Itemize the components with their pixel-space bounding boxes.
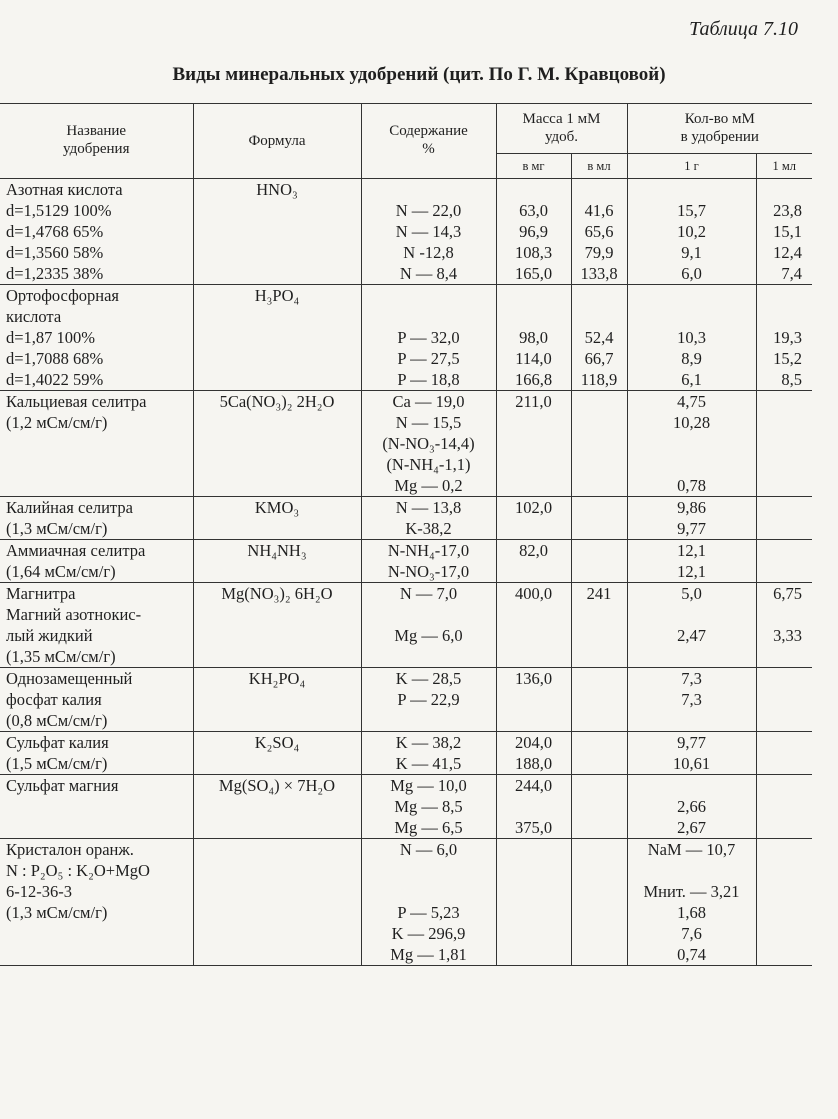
cell-line: N — 8,4 <box>399 264 458 283</box>
cell-line: d=1,7088 68% <box>6 349 104 368</box>
cell-mass-mg <box>496 732 571 775</box>
cell-formula <box>193 775 361 839</box>
cell-formula <box>193 540 361 583</box>
table-row <box>0 391 812 497</box>
cell-line: Аммиачная селитра <box>6 541 146 560</box>
cell-line: d=1,5129 100% <box>6 201 112 220</box>
cell-line <box>501 285 567 306</box>
cell-name <box>0 391 193 497</box>
cell-line: 166,8 <box>514 370 553 389</box>
cell-line: P — 5,23 <box>397 903 460 922</box>
cell-line: 65,6 <box>584 222 614 241</box>
cell-line: Mg — 6,0 <box>394 626 463 645</box>
cell-mass-mg <box>496 583 571 668</box>
cell-formula <box>193 668 361 732</box>
cell-mass-ml <box>571 668 627 732</box>
cell-line: 7,3 <box>681 669 702 688</box>
cell-line: 6-12-36-3 <box>6 882 72 901</box>
cell-line: Mg(NO₃)₂ 6H₂O <box>221 584 333 603</box>
cell-mass-mg <box>496 285 571 391</box>
cell-formula <box>193 732 361 775</box>
cell-line: KMO₃ <box>254 498 300 517</box>
cell-line <box>501 306 567 327</box>
cell-line: 114,0 <box>515 349 552 368</box>
cell-line: Ca — 19,0 <box>392 392 465 411</box>
cell-line: (N-NO₃-14,4) <box>382 434 475 453</box>
cell-name <box>0 497 193 540</box>
cell-mass-mg <box>496 540 571 583</box>
cell-line: K-38,2 <box>405 519 452 538</box>
cell-line: Однозамещенный <box>6 669 133 688</box>
cell-line: 2,67 <box>677 818 706 837</box>
cell-line: N — 7,0 <box>399 584 458 603</box>
cell-mass-ml <box>571 583 627 668</box>
cell-line: 5,0 <box>681 584 702 603</box>
cell-line: Кристалон оранж. <box>6 840 134 859</box>
cell-formula <box>193 285 361 391</box>
cell-line: 2,47 <box>677 626 706 645</box>
cell-mass-ml <box>571 285 627 391</box>
table-row <box>0 285 812 391</box>
cell-line <box>366 881 492 902</box>
cell-line <box>576 285 623 306</box>
cell-line: Магний азотнокис- <box>6 605 142 624</box>
cell-line: K — 28,5 <box>395 669 462 688</box>
cell-content <box>361 732 496 775</box>
cell-line: P — 22,9 <box>397 690 460 709</box>
table-title: Виды минеральных удобрений (цит. По Г. М. Кравцовой) <box>172 64 666 85</box>
cell-line: 3,33 <box>773 626 803 645</box>
cell-line: 6,0 <box>681 264 702 283</box>
cell-line: 2,66 <box>677 797 706 816</box>
cell-line: (1,64 мСм/см/г) <box>6 562 116 581</box>
cell-mass-ml <box>571 775 627 839</box>
cell-content <box>361 285 496 391</box>
cell-line: 9,77 <box>677 733 706 752</box>
cell-line: 6,1 <box>681 370 702 389</box>
cell-qty-1g <box>627 285 756 391</box>
cell-content <box>361 391 496 497</box>
cell-formula <box>193 179 361 285</box>
cell-line: 9,86 <box>677 498 706 517</box>
cell-line <box>632 860 752 881</box>
cell-qty-1g <box>627 583 756 668</box>
cell-line: P — 18,8 <box>397 370 460 389</box>
cell-line: 0,74 <box>677 945 706 964</box>
cell-line: 79,9 <box>584 243 614 262</box>
cell-line: Сульфат магния <box>6 776 119 795</box>
cell-line: 8,5 <box>781 370 803 389</box>
subheader-ml: в мл <box>571 154 627 179</box>
header-row <box>0 104 812 154</box>
cell-line: P — 32,0 <box>397 328 460 347</box>
cell-line: Mg(SO₄) × 7H₂O <box>218 776 336 795</box>
cell-mass-ml <box>571 540 627 583</box>
cell-name <box>0 775 193 839</box>
cell-mass-ml <box>571 179 627 285</box>
cell-line: (1,35 мСм/см/г) <box>6 647 116 666</box>
cell-line <box>632 179 752 200</box>
cell-line: 23,8 <box>773 201 803 220</box>
cell-qty-1ml <box>756 540 812 583</box>
cell-content <box>361 583 496 668</box>
cell-line: K₂SO₄ <box>254 733 300 752</box>
cell-line <box>198 839 357 860</box>
cell-mass-mg <box>496 391 571 497</box>
cell-line: 19,3 <box>773 328 803 347</box>
cell-qty-1g <box>627 732 756 775</box>
cell-line: 204,0 <box>514 733 553 752</box>
cell-line: лый жидкий <box>6 626 93 645</box>
cell-mass-ml <box>571 839 627 966</box>
cell-content <box>361 497 496 540</box>
cell-line: K — 296,9 <box>391 924 466 943</box>
cell-line <box>576 179 623 200</box>
cell-line: 7,4 <box>781 264 803 283</box>
cell-qty-1ml <box>756 668 812 732</box>
cell-formula <box>193 839 361 966</box>
cell-mass-mg <box>496 179 571 285</box>
cell-line <box>632 285 752 306</box>
cell-line: N-NO₃-17,0 <box>387 562 470 581</box>
cell-line: 211,0 <box>515 392 552 411</box>
cell-line: d=1,87 100% <box>6 328 96 347</box>
cell-line: Mg — 6,5 <box>394 818 463 837</box>
cell-line: Ортофосфорная <box>6 286 120 305</box>
cell-qty-1ml <box>756 391 812 497</box>
cell-line: 400,0 <box>514 584 553 603</box>
cell-formula <box>193 583 361 668</box>
cell-line: фосфат калия <box>6 690 102 709</box>
cell-line: 10,28 <box>672 413 711 432</box>
cell-line <box>576 306 623 327</box>
cell-line: 136,0 <box>514 669 553 688</box>
cell-line <box>501 796 567 817</box>
cell-qty-1g <box>627 540 756 583</box>
cell-line: 5Ca(NO₃)₂ 2H₂O <box>219 392 335 411</box>
cell-line <box>366 179 492 200</box>
cell-line <box>761 306 803 327</box>
cell-line: P — 27,5 <box>397 349 460 368</box>
cell-qty-1g <box>627 497 756 540</box>
cell-line: 244,0 <box>514 776 553 795</box>
cell-qty-1ml <box>756 775 812 839</box>
cell-line <box>366 306 492 327</box>
fertilizer-table <box>0 103 812 966</box>
cell-content <box>361 540 496 583</box>
cell-line: N — 15,5 <box>395 413 462 432</box>
table-row <box>0 732 812 775</box>
cell-line: N — 22,0 <box>395 201 462 220</box>
cell-line: (1,3 мСм/см/г) <box>6 519 108 538</box>
cell-line <box>632 454 752 475</box>
cell-line: d=1,4768 65% <box>6 222 104 241</box>
cell-qty-1g <box>627 839 756 966</box>
cell-qty-1ml <box>756 285 812 391</box>
cell-line: Mg — 10,0 <box>390 776 467 795</box>
cell-qty-1g <box>627 179 756 285</box>
header-name: Название удобрения <box>0 104 193 179</box>
cell-name <box>0 732 193 775</box>
cell-line: N -12,8 <box>403 243 454 262</box>
cell-line: (0,8 мСм/см/г) <box>6 711 108 730</box>
cell-line: Mg — 0,2 <box>394 476 463 495</box>
cell-line: N — 14,3 <box>395 222 462 241</box>
cell-line: (N-NH₄-1,1) <box>386 455 471 474</box>
cell-line: 15,1 <box>773 222 803 241</box>
cell-line <box>632 604 752 625</box>
cell-line: d=1,3560 58% <box>6 243 104 262</box>
cell-mass-mg <box>496 497 571 540</box>
cell-line: 10,3 <box>677 328 706 347</box>
cell-line: 66,7 <box>584 349 614 368</box>
table-row <box>0 497 812 540</box>
cell-line: 82,0 <box>519 541 548 560</box>
cell-qty-1g <box>627 668 756 732</box>
table-row <box>0 540 812 583</box>
cell-line: K — 38,2 <box>395 733 462 752</box>
cell-line: 12,4 <box>773 243 803 262</box>
cell-line: 8,9 <box>681 349 702 368</box>
cell-line: 188,0 <box>514 754 553 773</box>
cell-line: H₃PO₄ <box>254 286 300 305</box>
cell-line: 133,8 <box>580 264 618 283</box>
cell-formula <box>193 497 361 540</box>
cell-qty-1g <box>627 775 756 839</box>
cell-name <box>0 285 193 391</box>
subheader-mg: в мг <box>496 154 571 179</box>
header-content: Содержание % <box>361 104 496 179</box>
subheader-1ml: 1 мл <box>756 154 812 179</box>
cell-name <box>0 583 193 668</box>
cell-line <box>366 285 492 306</box>
cell-line <box>632 433 752 454</box>
table-number: Таблица 7.10 <box>689 18 798 40</box>
cell-line: 15,7 <box>677 201 706 220</box>
cell-line: d=1,2335 38% <box>6 264 104 283</box>
cell-line: 108,3 <box>514 243 553 262</box>
cell-line: 1,68 <box>677 903 706 922</box>
cell-line: 6,75 <box>773 584 803 603</box>
table-row <box>0 179 812 285</box>
cell-line <box>632 306 752 327</box>
cell-line: 7,6 <box>681 924 702 943</box>
cell-line: 165,0 <box>514 264 553 283</box>
cell-line: 98,0 <box>519 328 548 347</box>
cell-line: KH₂PO₄ <box>248 669 306 688</box>
cell-line: Калийная селитра <box>6 498 133 517</box>
cell-line: Mg — 1,81 <box>390 945 467 964</box>
cell-name <box>0 668 193 732</box>
cell-name <box>0 179 193 285</box>
cell-line: 12,1 <box>677 541 706 560</box>
cell-line: 241 <box>586 584 612 603</box>
cell-line: Mg — 8,5 <box>394 797 463 816</box>
cell-line: 0,78 <box>677 476 706 495</box>
cell-mass-mg <box>496 775 571 839</box>
cell-line: 118,9 <box>580 370 618 389</box>
table-row <box>0 583 812 668</box>
cell-mass-mg <box>496 668 571 732</box>
table-body <box>0 179 812 966</box>
cell-line: N : P₂O₅ : K₂O+MgO <box>6 861 150 880</box>
cell-line: K — 41,5 <box>395 754 462 773</box>
cell-line <box>632 775 752 796</box>
cell-qty-1g <box>627 391 756 497</box>
cell-formula <box>193 391 361 497</box>
cell-line: N-NH₄-17,0 <box>387 541 470 560</box>
cell-line: 52,4 <box>584 328 614 347</box>
cell-content <box>361 775 496 839</box>
cell-line: (1,2 мСм/см/г) <box>6 413 108 432</box>
cell-line: (1,5 мСм/см/г) <box>6 754 108 773</box>
cell-mass-mg <box>496 839 571 966</box>
table-row <box>0 668 812 732</box>
cell-line: d=1,4022 59% <box>6 370 104 389</box>
cell-line <box>366 860 492 881</box>
cell-line: 96,9 <box>519 222 548 241</box>
cell-line <box>761 285 803 306</box>
cell-line: NH₄NH₃ <box>247 541 307 560</box>
cell-line: 9,77 <box>677 519 706 538</box>
cell-line: 102,0 <box>514 498 553 517</box>
cell-qty-1ml <box>756 583 812 668</box>
subheader-1g: 1 г <box>627 154 756 179</box>
cell-line: 4,75 <box>677 392 706 411</box>
cell-line: HNO₃ <box>256 180 298 199</box>
cell-qty-1ml <box>756 497 812 540</box>
cell-name <box>0 839 193 966</box>
cell-line: Магнитра <box>6 584 76 603</box>
cell-line: Мнит. — 3,21 <box>643 882 740 901</box>
cell-line: кислота <box>6 307 62 326</box>
table-row <box>0 775 812 839</box>
cell-line <box>761 604 803 625</box>
cell-qty-1ml <box>756 839 812 966</box>
cell-line: 12,1 <box>677 562 706 581</box>
cell-content <box>361 668 496 732</box>
cell-line: 63,0 <box>519 201 548 220</box>
cell-line: 15,2 <box>773 349 803 368</box>
cell-line: 10,61 <box>672 754 711 773</box>
cell-content <box>361 839 496 966</box>
cell-line: Азотная кислота <box>6 180 123 199</box>
cell-qty-1ml <box>756 732 812 775</box>
cell-line: Кальциевая селитра <box>6 392 147 411</box>
cell-qty-1ml <box>756 179 812 285</box>
cell-line: NaM — 10,7 <box>647 840 736 859</box>
cell-line <box>366 604 492 625</box>
cell-mass-ml <box>571 497 627 540</box>
cell-line <box>501 179 567 200</box>
cell-line <box>761 179 803 200</box>
cell-line: N — 13,8 <box>395 498 462 517</box>
header-formula: Формула <box>193 104 361 179</box>
cell-line: 9,1 <box>681 243 702 262</box>
header-qty: Кол-во мМ в удобрении <box>627 104 812 154</box>
cell-line: (1,3 мСм/см/г) <box>6 903 108 922</box>
cell-line: 41,6 <box>584 201 614 220</box>
cell-name <box>0 540 193 583</box>
table-row <box>0 839 812 966</box>
cell-line: Сульфат калия <box>6 733 109 752</box>
cell-content <box>361 179 496 285</box>
header-mass: Масса 1 мМ удоб. <box>496 104 627 154</box>
cell-line: N — 6,0 <box>399 840 458 859</box>
cell-line: 10,2 <box>677 222 706 241</box>
cell-mass-ml <box>571 391 627 497</box>
cell-mass-ml <box>571 732 627 775</box>
cell-line: 7,3 <box>681 690 702 709</box>
cell-line: 375,0 <box>514 818 553 837</box>
